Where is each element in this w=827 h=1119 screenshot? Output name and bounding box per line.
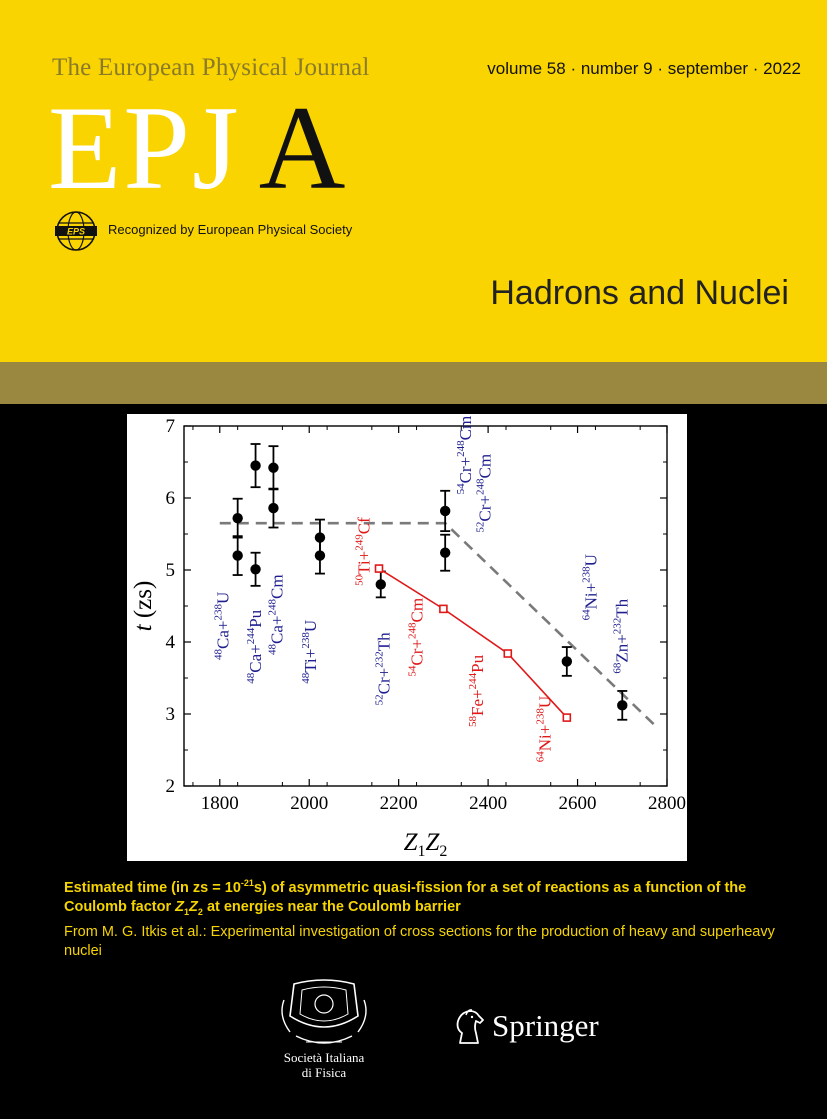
reaction-label-part: Ca+: [213, 620, 233, 649]
reaction-label-part: Ni+: [535, 724, 555, 752]
x-tick-label: 2800: [648, 793, 686, 814]
data-point: [250, 564, 260, 574]
sif-line-2: di Fisica: [301, 1065, 347, 1080]
reaction-label-part: 249: [353, 534, 366, 551]
cover-figure: [127, 414, 687, 861]
reaction-label-part: Ti+: [300, 648, 320, 673]
reaction-label-part: U: [581, 554, 601, 567]
caption-z1: Z: [175, 898, 185, 915]
y-axis-label: [130, 581, 157, 632]
reaction-label-part: U: [213, 591, 233, 605]
reaction-label-part: Cr+: [374, 667, 394, 695]
reaction-label-part: 48: [212, 649, 225, 660]
reaction-label: [300, 620, 320, 684]
reaction-label-part: 48: [244, 672, 257, 684]
reaction-label-part: 232: [373, 651, 386, 668]
eps-globe-icon: [52, 210, 100, 252]
reaction-label-part: 52: [474, 521, 487, 533]
reaction-label-part: U: [300, 619, 320, 633]
springer-horse-icon: [452, 1007, 486, 1047]
reaction-label-part: 52: [373, 694, 386, 706]
reaction-label-part: Cm: [267, 574, 287, 599]
reaction-label-part: 48: [299, 672, 312, 684]
reaction-label: [406, 598, 426, 677]
reaction-label-part: 248: [266, 598, 279, 616]
reaction-label-part: 248: [455, 440, 468, 457]
reaction-label-part: 54: [455, 483, 468, 495]
reaction-label-part: Cr+: [456, 456, 476, 484]
x-tick-label: 2600: [558, 793, 597, 814]
red-square-point: [440, 605, 447, 612]
reaction-label-part: 64: [534, 751, 547, 763]
x-tick-label: 2400: [469, 793, 508, 814]
reaction-label-part: U: [535, 695, 555, 709]
reaction-label-part: 68: [611, 662, 624, 674]
red-square-point: [563, 714, 570, 721]
reaction-label: [374, 632, 394, 705]
caption-exponent: -21: [240, 878, 254, 888]
x-axis-label-part: Z: [425, 829, 440, 856]
reaction-label: [467, 654, 487, 727]
eps-badge-text: EPS: [66, 226, 86, 237]
sif-line-1: Società Italiana: [283, 1050, 365, 1065]
caption-z1-sub: 1: [184, 906, 190, 917]
reaction-label-part: 58: [467, 715, 480, 727]
journal-title-epj: EPJ: [48, 81, 241, 214]
reaction-label-part: Fe+: [468, 689, 488, 716]
data-point: [250, 460, 260, 470]
reaction-label-part: 238: [580, 566, 593, 583]
y-tick-label: 6: [165, 488, 175, 509]
reaction-label-part: 50: [353, 574, 366, 586]
data-point: [315, 550, 325, 560]
x-tick-label: 2200: [379, 793, 418, 814]
data-point: [617, 700, 627, 710]
reaction-label-part: Pu: [245, 609, 265, 628]
x-axis-label-part: 2: [439, 843, 448, 860]
reaction-label-part: 48: [266, 643, 279, 655]
caption-z2-sub: 2: [197, 906, 203, 917]
reaction-label-part: Pu: [468, 654, 488, 673]
x-axis-label-part: 1: [417, 843, 426, 860]
reaction-label: [580, 554, 600, 620]
reaction-label-part: Ca+: [245, 644, 265, 673]
reaction-label-part: Ni+: [581, 582, 601, 610]
data-point: [440, 548, 450, 558]
springer-wordmark: Springer: [492, 1008, 599, 1043]
reaction-label: [455, 416, 475, 495]
x-tick-label: 2000: [290, 793, 329, 814]
y-tick-label: 4: [165, 632, 175, 653]
journal-title-letter: A: [258, 81, 348, 214]
x-axis-label: [404, 829, 448, 860]
data-point: [440, 506, 450, 516]
reaction-label-part: Cm: [456, 415, 476, 441]
data-point: [562, 656, 572, 666]
data-point: [232, 550, 242, 560]
reaction-label-part: Zn+: [612, 634, 632, 663]
reaction-label: [535, 696, 555, 762]
reaction-label-part: Cr+: [475, 494, 495, 522]
section-title: Hadrons and Nuclei: [490, 274, 789, 312]
reaction-label-part: Cr+: [407, 638, 427, 666]
quasi-fission-chart: [127, 414, 687, 861]
red-square-point: [375, 565, 382, 572]
reaction-label-part: 238: [534, 708, 547, 725]
reaction-label-part: 238: [212, 604, 225, 621]
reaction-label-part: 238: [299, 632, 312, 649]
issue-line: volume 58 · number 9 · september · 2022: [487, 59, 801, 78]
reaction-label: [474, 454, 494, 533]
y-tick-label: 3: [165, 704, 175, 725]
reaction-label-part: Cm: [407, 597, 427, 623]
reaction-label-part: 64: [580, 609, 593, 621]
journal-name: The European Physical Journal: [52, 54, 370, 81]
data-point: [376, 579, 386, 589]
figure-caption: [64, 874, 784, 922]
reaction-label-part: Cf: [354, 517, 374, 535]
reaction-label: [266, 574, 286, 655]
reaction-label: [213, 592, 233, 660]
data-point: [268, 503, 278, 513]
y-tick-label: 7: [165, 416, 175, 437]
reaction-label-part: Cm: [475, 453, 495, 479]
figure-credit: From M. G. Itkis et al.: Experimental investigation of cross sections for the production of heavy and superheavy nuclei: [64, 924, 775, 959]
sif-emblem-icon: [276, 976, 372, 1060]
reaction-label-part: Th: [374, 632, 394, 652]
caption-part-2: s) of asymmetric quasi-fission for a set of reactions as a function of the Coulomb factor: [64, 879, 747, 915]
caption-z2: Z: [189, 898, 198, 915]
reaction-label-part: Ca+: [267, 615, 287, 644]
reaction-label-part: Ti+: [354, 550, 374, 575]
x-tick-label: 1800: [200, 793, 239, 814]
reaction-label: [354, 517, 374, 586]
reaction-label-part: Th: [612, 598, 632, 618]
reaction-label: [612, 598, 632, 673]
caption-part-1: Estimated time (in zs = 10: [64, 879, 241, 896]
journal-title: [48, 81, 348, 214]
eps-recognition: Recognized by European Physical Society: [108, 222, 353, 237]
accent-band: [0, 362, 827, 404]
red-square-point: [504, 650, 511, 657]
y-tick-label: 5: [165, 560, 175, 581]
reaction-label: [245, 609, 265, 683]
caption-part-3: at energies near the Coulomb barrier: [202, 898, 461, 915]
y-axis-label-unit: (zs): [130, 580, 157, 625]
reaction-label-part: 244: [467, 672, 480, 690]
sif-name: [262, 1050, 386, 1080]
data-point: [268, 463, 278, 473]
y-tick-label: 2: [165, 776, 175, 797]
reaction-label-part: 54: [406, 665, 419, 677]
reaction-label-part: 244: [244, 627, 257, 645]
y-axis-label-symbol: t: [130, 624, 157, 632]
reaction-label-part: 248: [474, 478, 487, 495]
reaction-label-part: 248: [406, 622, 419, 639]
data-point: [232, 513, 242, 523]
x-axis-label-part: Z: [403, 829, 418, 856]
reaction-label-part: 232: [611, 617, 624, 635]
